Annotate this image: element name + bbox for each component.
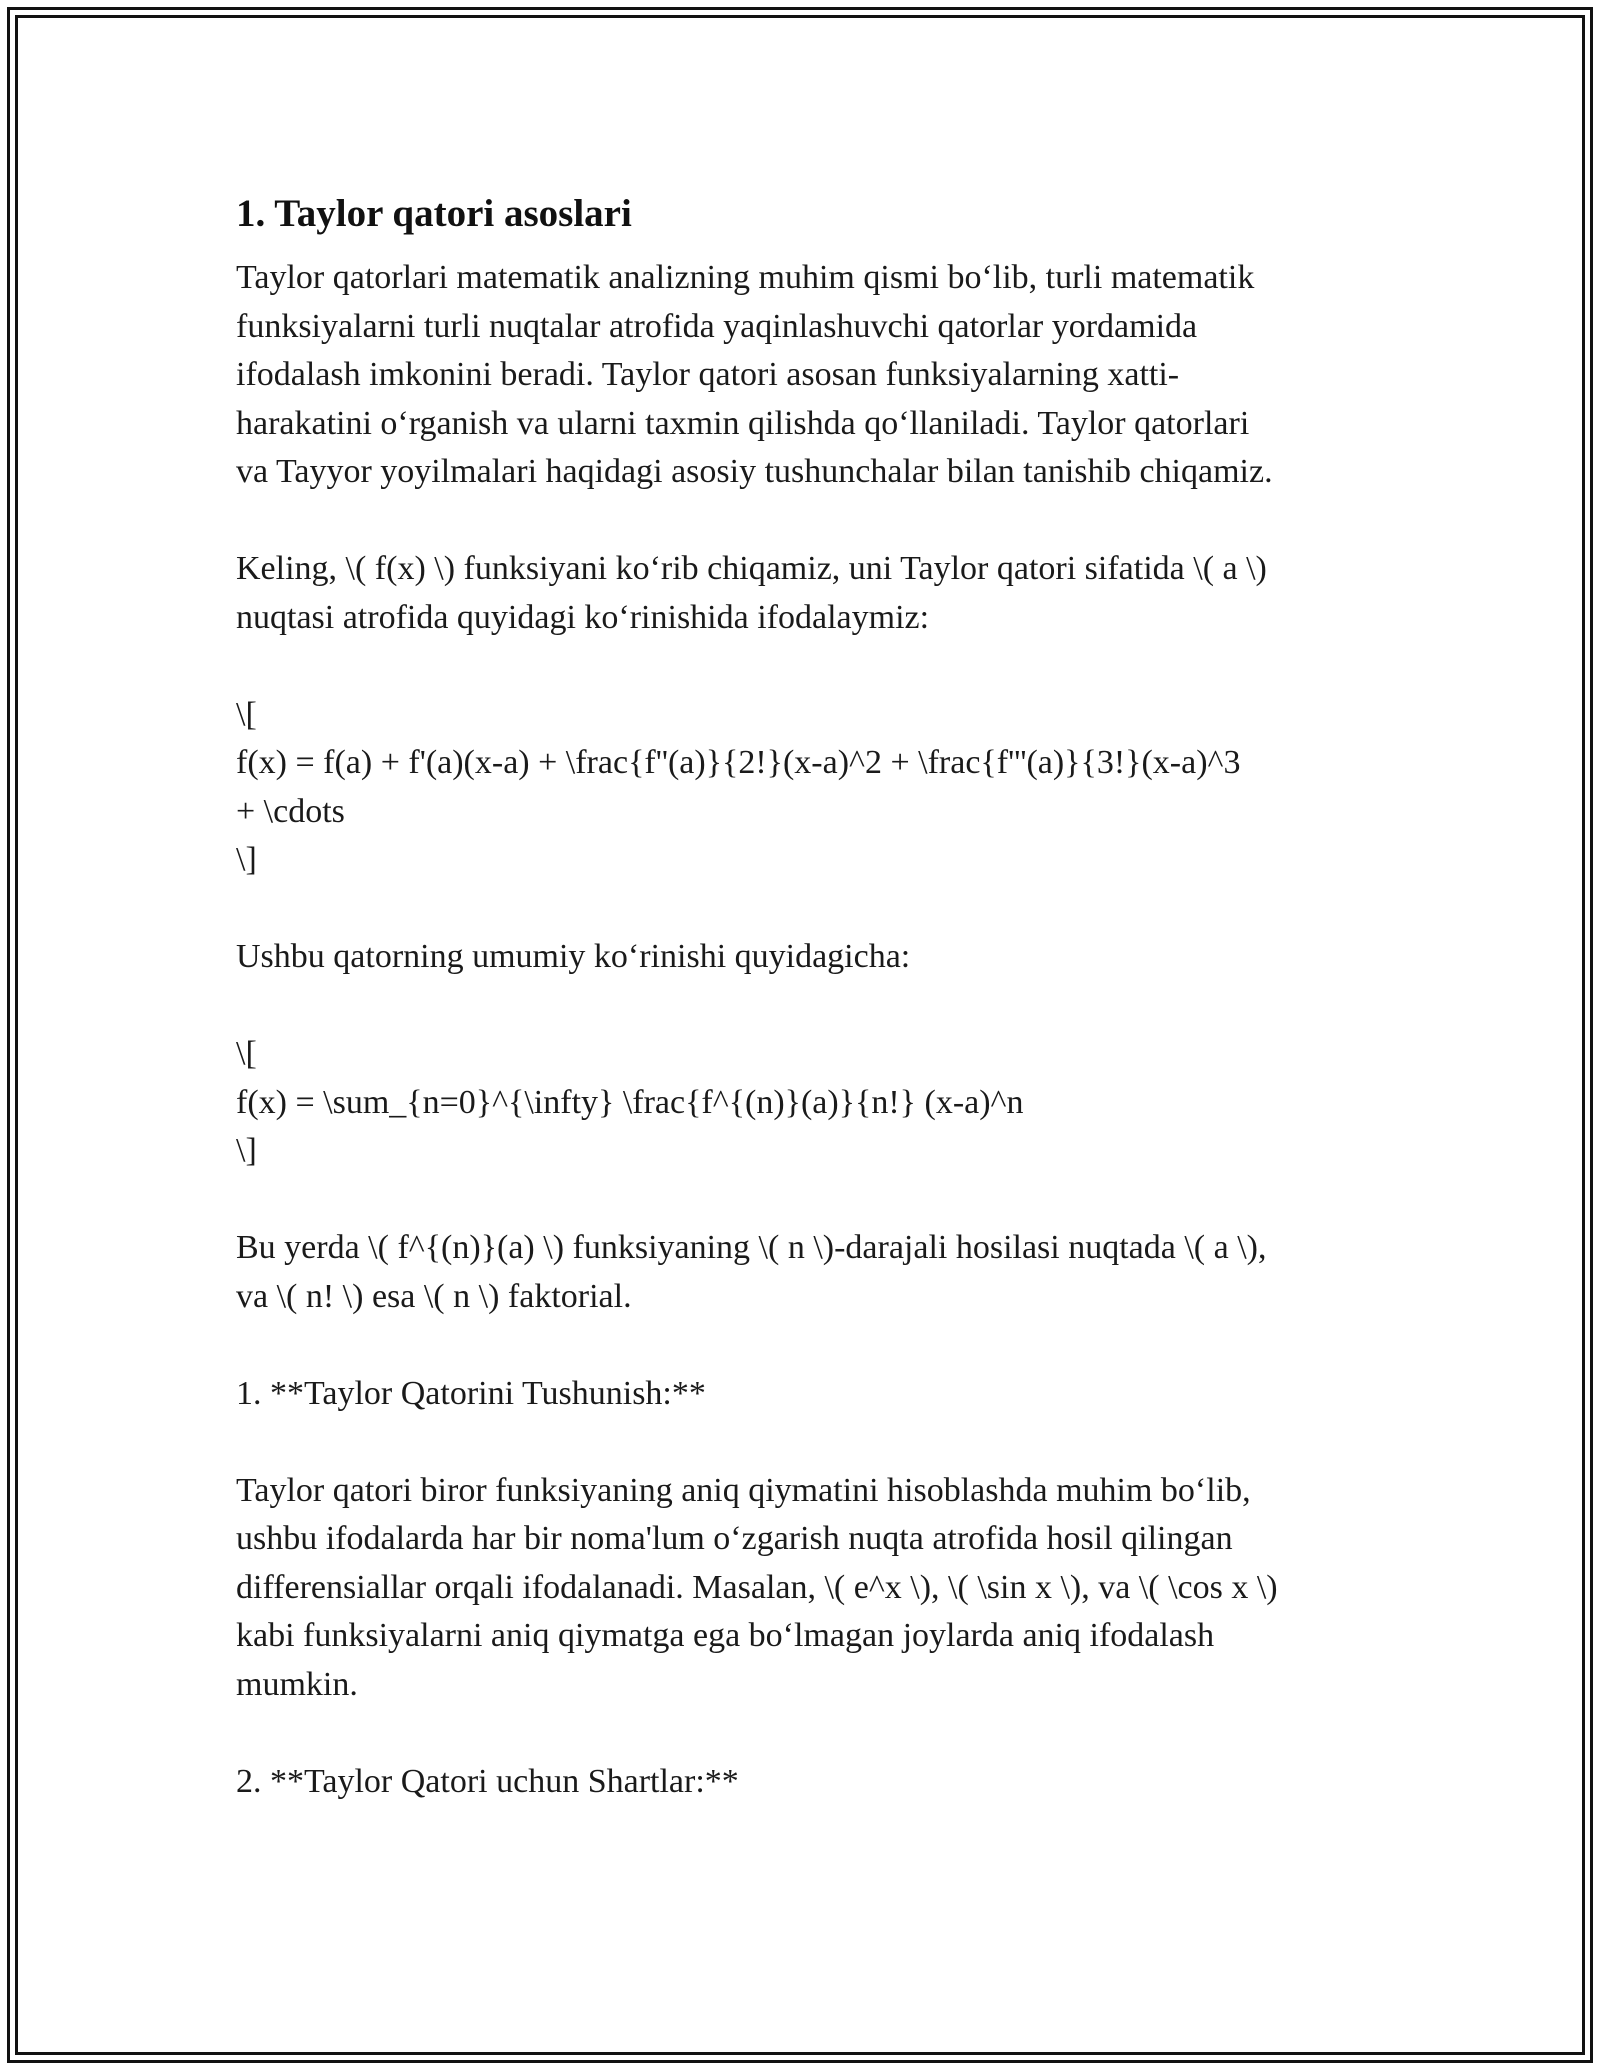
formula-line: f(x) = f(a) + f'(a)(x-a) + \frac{f''(a)}{2!}(x-a)^2 + \frac{f'''(a)}{3!}(x-a)^3: [236, 744, 1241, 781]
list-item-2: [236, 1758, 1366, 1807]
paragraph-ushbu: [236, 933, 1366, 982]
paragraph-intro: [236, 254, 1366, 497]
text-line: 1. **Taylor Qatorini Tushunish:**: [236, 1374, 706, 1412]
text-line: mumkin.: [236, 1665, 358, 1703]
text-line: va Tayyor yoyilmalari haqidagi asosiy tushunchalar bilan tanishib chiqamiz.: [236, 453, 1273, 490]
formula-block-taylor-sum: [236, 1030, 1366, 1176]
formula-line: \[: [236, 1035, 257, 1072]
text-line: Bu yerda \( f^{(n)}(a) \) funksiyaning \( n \)-darajali hosilasi nuqtada \( a \),: [236, 1229, 1267, 1266]
paragraph-keling: [236, 545, 1366, 642]
text-line: kabi funksiyalarni aniq qiymatga ega bo‘lmagan joylarda aniq ifodalash: [236, 1617, 1215, 1654]
paragraph-bu-yerda: [236, 1224, 1366, 1321]
text-line: differensiallar orqali ifodalanadi. Masalan, \( e^x \), \( \sin x \), va \( \cos x \): [236, 1568, 1278, 1606]
formula-line: + \cdots: [236, 792, 345, 830]
text-line: nuqtasi atrofida quyidagi ko‘rinishida ifodalaymiz:: [236, 598, 930, 636]
list-item-1: [236, 1370, 1366, 1419]
section-heading: 1. Taylor qatori asoslari: [236, 192, 632, 235]
text-line: Keling, \( f(x) \) funksiyani ko‘rib chiqamiz, uni Taylor qatori sifatida \( a \): [236, 550, 1267, 587]
paragraph-taylor-biror: [236, 1467, 1366, 1710]
text-line: Taylor qatori biror funksiyaning aniq qiymatini hisoblashda muhim bo‘lib,: [236, 1471, 1251, 1509]
text-line: Taylor qatorlari matematik analizning muhim qismi bo‘lib, turli matematik: [236, 259, 1255, 296]
text-line: Ushbu qatorning umumiy ko‘rinishi quyidagicha:: [236, 938, 911, 975]
text-line: ifodalash imkonini beradi. Taylor qatori asosan funksiyalarning xatti-: [236, 356, 1180, 393]
text-line: va \( n! \) esa \( n \) faktorial.: [236, 1277, 632, 1315]
text-line: ushbu ifodalarda har bir noma'lum o‘zgarish nuqta atrofida hosil qilingan: [236, 1520, 1233, 1557]
formula-line: \]: [236, 1132, 257, 1169]
formula-block-taylor-expansion: [236, 691, 1366, 885]
text-line: harakatini o‘rganish va ularni taxmin qilishda qo‘llaniladi. Taylor qatorlari: [236, 404, 1250, 442]
formula-line: f(x) = \sum_{n=0}^{\infty} \frac{f^{(n)}(a)}{n!} (x-a)^n: [236, 1083, 1024, 1121]
formula-line: \]: [236, 841, 257, 878]
text-line: 2. **Taylor Qatori uchun Shartlar:**: [236, 1762, 739, 1800]
formula-line: \[: [236, 695, 257, 733]
text-line: funksiyalarni turli nuqtalar atrofida yaqinlashuvchi qatorlar yordamida: [236, 307, 1198, 345]
document-body: [236, 186, 1366, 1855]
